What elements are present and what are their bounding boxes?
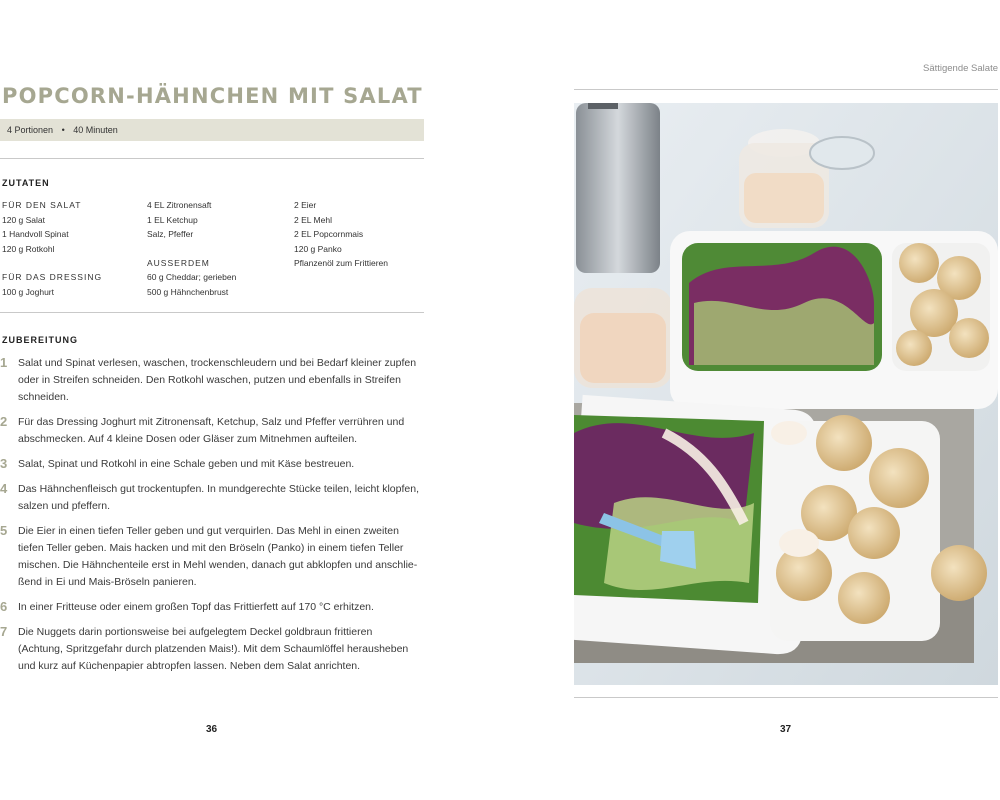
ingredients-column-2 [147,198,236,300]
step-text-line: und kurz auf Küchenpapier abtropfen lassen. Neben dem Salat anrichten. [18,660,361,672]
step-number: 1 [0,355,8,370]
preparation-step [0,456,430,473]
divider [574,89,998,90]
ingredient-item: 120 g Rotkohl [2,243,55,254]
preparation-step [0,414,430,448]
left-page [0,0,440,800]
ingredient-item: 500 g Hähnchenbrust [147,286,229,297]
ingredient-subheading: FÜR DAS DRESSING [2,272,103,283]
page-number-right: 37 [780,724,792,735]
step-text-line: Die Nuggets darin portionsweise bei aufgelegtem Deckel goldbraun frittieren [18,626,373,638]
recipe-title: POPCORN-HÄHNCHEN MIT SALAT [2,84,423,108]
ingredients-column-3 [294,198,388,271]
page-number-left: 36 [206,724,218,735]
ingredient-item: 120 g Salat [2,214,46,225]
ingredient-gap [2,256,102,270]
ingredient-item: 100 g Joghurt [2,286,54,297]
ingredient-subheading: FÜR DEN SALAT [2,200,82,210]
ingredient-gap [147,242,236,256]
step-number: 6 [0,599,8,614]
step-number: 7 [0,624,8,639]
ingredient-item: 2 EL Mehl [294,214,332,225]
step-number: 2 [0,414,8,429]
preparation-step [0,624,430,675]
step-text-line: Das Hähnchenfleisch gut trockentupfen. In mundgerechte Stücke teilen, leicht klopfen, [18,483,419,495]
step-text-line: Die Eier in einen tiefen Teller geben und gut verquirlen. Das Mehl in einen zweiten [18,525,399,537]
step-text-line: Für das Dressing Joghurt mit Zitronensaft, Ketchup, Salz und Pfeffer verrühren und [18,416,405,428]
step-text-line: ßend in Ei und Mais-Bröseln panieren. [18,576,197,588]
ingredient-item: Pflanzenöl zum Frittieren [294,258,389,269]
ingredient-item: 60 g Cheddar; gerieben [147,272,237,283]
preparation-steps [0,355,430,683]
ingredient-item: 2 EL Popcornmais [294,229,364,240]
food-photo [574,103,998,685]
ingredient-item: 120 g Panko [294,243,342,254]
right-page [560,0,1000,800]
ingredient-item: 2 Eier [294,200,317,210]
step-number: 4 [0,481,8,496]
preparation-step [0,523,430,591]
step-text-line: Salat, Spinat und Rotkohl in eine Schale geben und mit Käse bestreuen. [18,458,355,470]
step-number: 3 [0,456,8,471]
ingredients-column-1 [2,198,102,300]
ingredient-item: 4 EL Zitronensaft [147,200,212,210]
ingredient-item: Salz, Pfeffer [147,229,194,240]
preparation-step [0,599,430,616]
ingredient-item: 1 Handvoll Spinat [2,229,69,240]
cooking-time: 40 Minuten [73,125,118,135]
step-text-line: salzen und pfeffern. [18,500,111,512]
step-number: 5 [0,523,8,538]
step-text-line: abschmecken. Auf 4 kleine Dosen oder Gläser zum Mitnehmen aufteilen. [18,433,358,445]
step-text-line: Salat und Spinat verlesen, waschen, trockenschleudern und bei Bedarf kleiner zupfen [18,357,417,369]
ingredients-heading: ZUTATEN [2,178,50,188]
preparation-heading: ZUBEREITUNG [2,335,78,345]
divider [574,697,998,698]
divider [0,312,424,313]
portions: 4 Portionen [7,125,54,135]
ingredient-subheading: AUSSERDEM [147,257,210,268]
divider [0,158,424,159]
step-text-line: In einer Fritteuse oder einem großen Topf das Frittierfett auf 170 °C erhitzen. [18,601,374,613]
preparation-step [0,355,430,406]
step-text-line: mischen. Die Hähnchenteile erst in Mehl wenden, danach gut abklopfen und anschlie- [18,559,418,571]
meta-separator: • [61,125,65,135]
step-text-line: (Achtung, Spritzgefahr durch platzenden Mais!). Mit dem Schaumlöffel herausheben [18,643,409,655]
running-head: Sättigende Salate [922,63,998,74]
step-text-line: oder in Streifen schneiden. Den Rotkohl waschen, putzen und ebenfalls in Streifen [18,374,401,386]
recipe-meta-bar [0,119,424,141]
step-text-line: tiefen Teller geben. Mais hacken und mit den Bröseln (Panko) in einem tiefen Teller [18,542,404,554]
preparation-step [0,481,430,515]
step-text-line: schneiden. [18,391,69,403]
ingredient-item: 1 EL Ketchup [147,214,198,225]
